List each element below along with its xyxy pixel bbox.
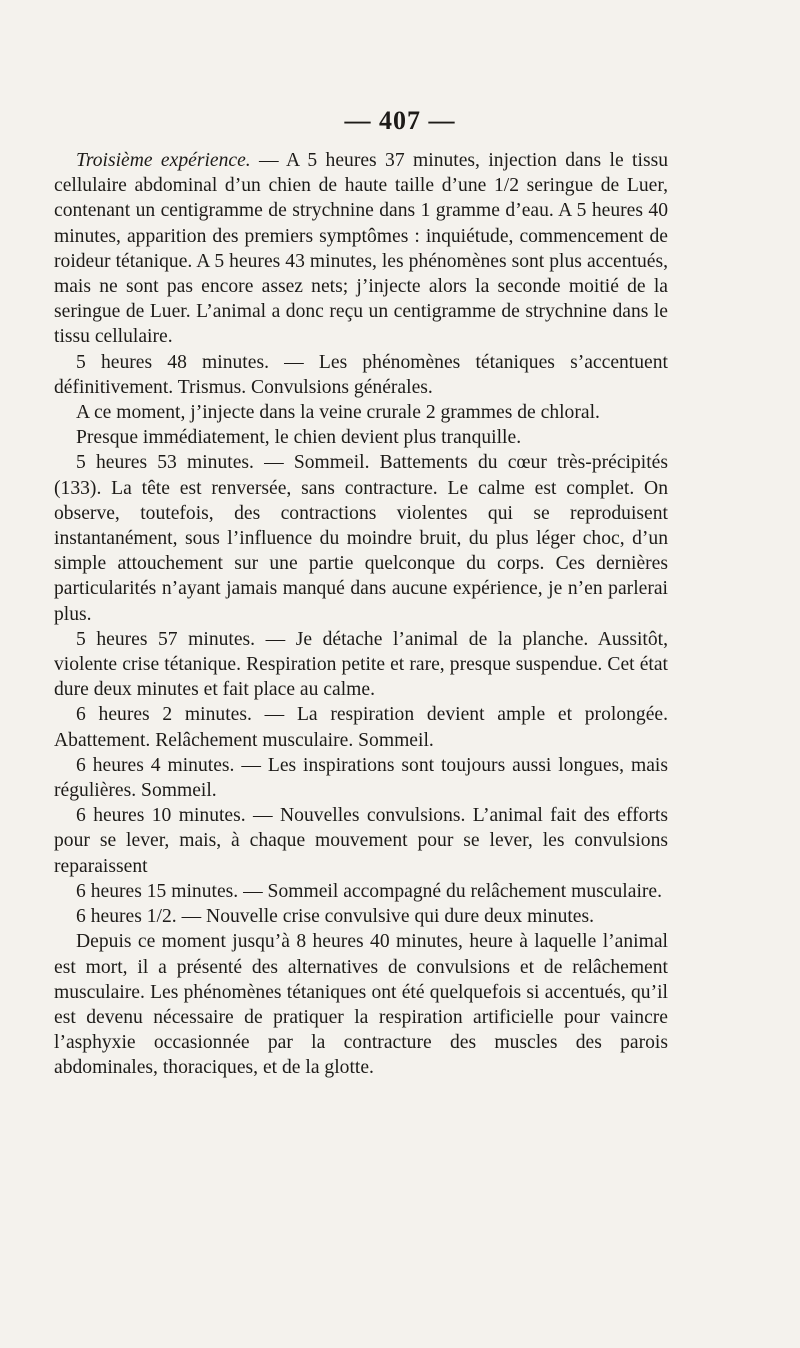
paragraph: Presque immédiatement, le chien devient plus tranquille. bbox=[76, 427, 522, 449]
paragraph: 6 heures 10 minutes. — Nouvelles convulsions. L’animal fait des efforts pour se lever, mais, à chaque mouvement pour se lever, les convulsions reparaissent bbox=[54, 805, 668, 877]
paragraph bbox=[54, 148, 668, 350]
paragraph: 6 heures 2 minutes. — La respiration devient ample et prolongée. Abattement. Relâchement musculaire. Sommeil. bbox=[54, 704, 668, 751]
paragraph: 5 heures 53 minutes. — Sommeil. Battements du cœur très-précipités (133). La tête est renversée, sans contracture. Le calme est complet. On observe, toutefois, des contractions violentes qui se reproduisent instantanément, sous l’influence du moindre bruit, du plus léger choc, d’un simple attouchement sur une partie quelconque du corps. Ces dernières particularités n’ayant jamais manqué dans aucune expérience, je n’en parlerai plus. bbox=[54, 452, 668, 625]
body-text bbox=[54, 148, 668, 1081]
page-number: — 407 — bbox=[344, 106, 456, 135]
paragraph: A ce moment, j’injecte dans la veine crurale 2 grammes de chloral. bbox=[76, 402, 600, 424]
paragraph: 6 heures 4 minutes. — Les inspirations sont toujours aussi longues, mais régulières. Sommeil. bbox=[54, 754, 668, 802]
paragraph-text: — A 5 heures 37 minutes, injection dans le tissu cellulaire abdominal d’un chien de haute taille d’une 1/2 seringue de Luer, contenant un centigramme de strychnine dans 1 gramme d’eau. A 5 heures 40 minutes, apparition des premiers symptômes : inquiétude, commencement de roideur tétanique. A 5 heures 43 minutes, les phénomènes sont plus accentués, mais ne sont pas encore assez nets; j’injecte alors la seconde moitié de la seringue de Luer. L’animal a donc reçu un centigramme de strychnine dans le tissu cellulaire. bbox=[54, 150, 668, 348]
paragraph: 5 heures 57 minutes. — Je détache l’animal de la planche. Aussitôt, violente crise tétanique. Respiration petite et rare, presque suspendue. Cet état dure deux minutes et fait place au calme. bbox=[54, 628, 668, 701]
paragraph: 6 heures 1/2. — Nouvelle crise convulsive qui dure deux minutes. bbox=[76, 906, 595, 928]
paragraph: 6 heures 15 minutes. — Sommeil accompagné du relâchement musculaire. bbox=[76, 880, 663, 902]
paragraph: 5 heures 48 minutes. — Les phénomènes tétaniques s’accentuent définitivement. Trismus. Convulsions générales. bbox=[54, 351, 668, 398]
paragraph: Depuis ce moment jusqu’à 8 heures 40 minutes, heure à laquelle l’animal est mort, il a présenté des alternatives de convulsions et de relâchement musculaire. Les phénomènes tétaniques ont été quelquefois si accentués, qu’il est devenu nécessaire de pratiquer la respiration artificielle pour vaincre l’asphyxie occasionnée par la contracture des muscles des parois abdominales, thoraciques, et de la glotte. bbox=[54, 931, 668, 1079]
experiment-heading: Troisième expérience. bbox=[76, 150, 251, 171]
